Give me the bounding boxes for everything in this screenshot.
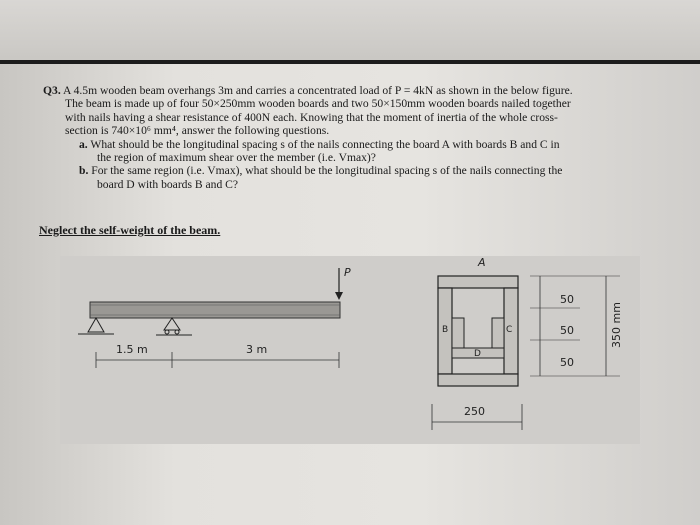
part-a-line-1 <box>43 138 658 151</box>
figure-panel <box>60 256 640 444</box>
neglect-note: Neglect the self-weight of the beam. <box>39 223 221 237</box>
dimension-stack <box>530 276 623 376</box>
board-d-label: D <box>474 349 481 359</box>
question-line-2: The beam is made up of four 50×250mm wooden boards and two 50×150mm wooden boards nailed together <box>65 97 571 111</box>
board-c-label: C <box>506 325 513 335</box>
width-label: 250 <box>464 405 485 418</box>
height-label: 350 mm <box>610 302 623 348</box>
cross-section <box>432 256 522 430</box>
figure-svg <box>60 256 640 444</box>
board-b-label: B <box>442 325 449 335</box>
board-a <box>438 276 518 288</box>
part-b-label: b. <box>79 164 89 178</box>
question-block <box>43 84 658 191</box>
top-background <box>0 0 700 62</box>
question-text-1: A 4.5m wooden beam overhangs 3m and carries a concentrated load of P = 4kN as shown in the below figure. <box>62 84 573 97</box>
question-line-1 <box>43 84 658 97</box>
span-1-label: 1.5 m <box>116 343 148 356</box>
pin-support-icon <box>88 318 104 332</box>
beam-diagram <box>78 266 351 368</box>
roller-wheel-icon <box>175 330 179 334</box>
bottom-board <box>438 374 518 386</box>
load-arrow-head <box>335 292 343 300</box>
question-label: Q3. <box>43 84 61 97</box>
board-b <box>452 318 464 348</box>
part-b-line-1 <box>43 164 658 177</box>
part-a-line-2: the region of maximum shear over the member (i.e. Vmax)? <box>97 151 376 165</box>
dim-top-label: 50 <box>560 293 574 306</box>
span-2-label: 3 m <box>246 343 268 356</box>
roller-wheel-icon <box>165 330 169 334</box>
part-b-text-1: For the same region (i.e. Vmax), what should be the longitudinal spacing s of the nails connecting the <box>91 164 563 178</box>
part-a-text-1: What should be the longitudinal spacing s of the nails connecting the board A with boards B and C in <box>90 137 560 151</box>
board-a-label: A <box>478 256 486 269</box>
dim-mid-label: 50 <box>560 324 574 337</box>
part-b-line-2: board D with boards B and C? <box>97 177 239 191</box>
question-line-3: with nails having a shear resistance of 400N each. Knowing that the moment of inertia of the whole cross- <box>65 110 558 124</box>
roller-support-icon <box>164 318 180 330</box>
load-label: P <box>344 266 351 279</box>
dim-bot-label: 50 <box>560 356 574 369</box>
beam-body <box>90 302 340 318</box>
question-line-4: section is 740×10⁶ mm⁴, answer the following questions. <box>65 124 330 138</box>
part-a-label: a. <box>79 137 88 151</box>
board-c <box>492 318 504 348</box>
